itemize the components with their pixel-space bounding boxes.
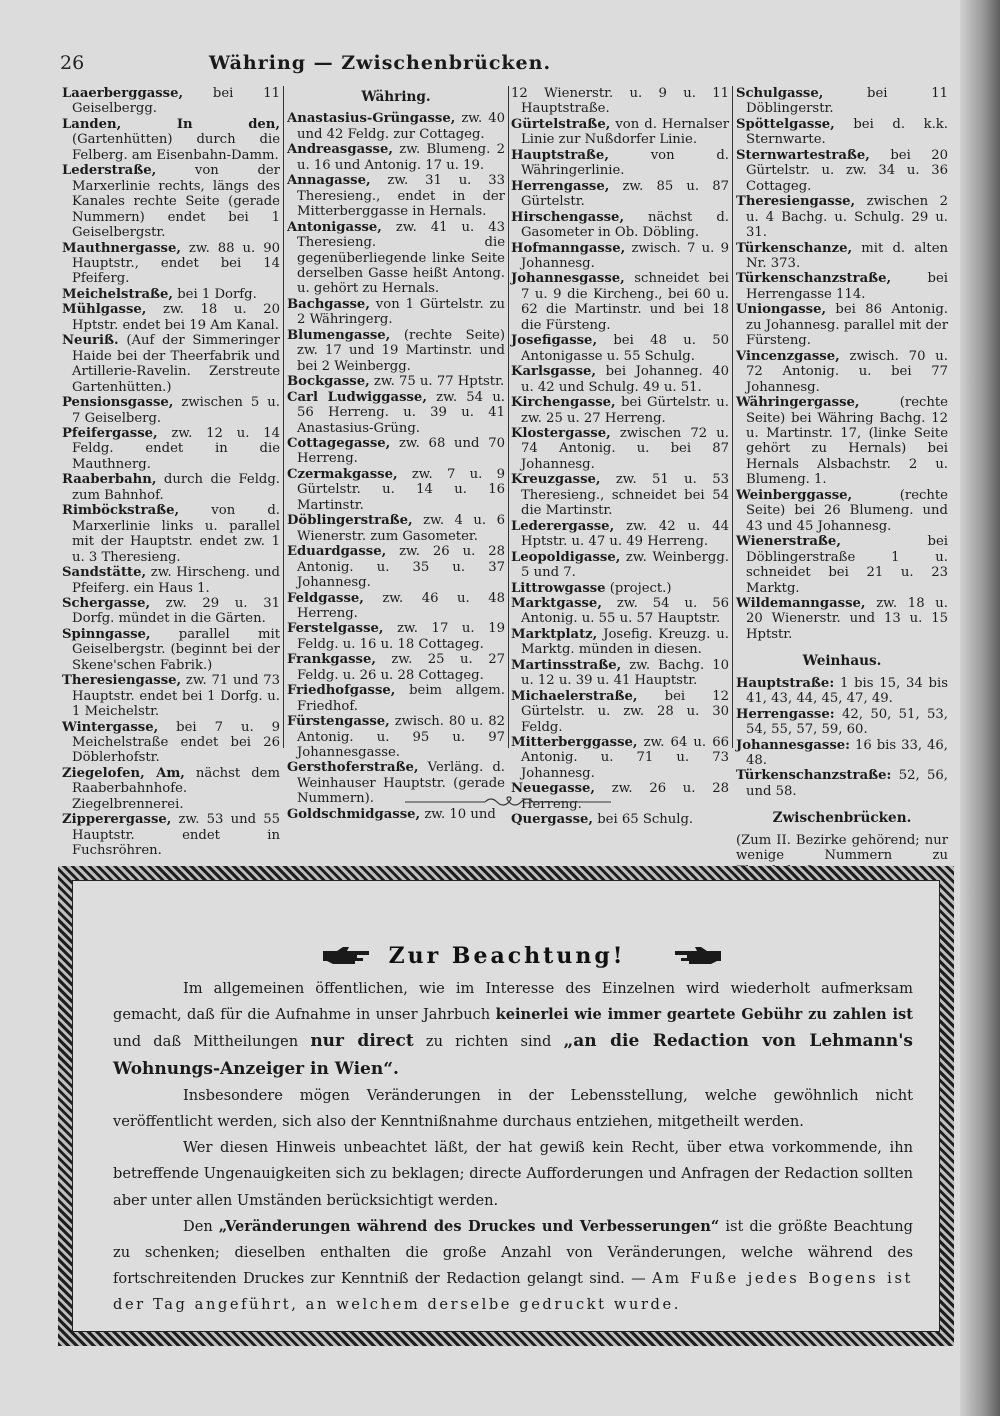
street-description: (Gartenhütten) durch die Felberg. am Eisenbahn-Damm. [72, 132, 280, 163]
street-description: zw. 46 u. 48 Herreng. [297, 590, 505, 621]
street-name: Ferstelgasse, [287, 621, 384, 637]
street-name: Neuegasse, [511, 781, 596, 797]
street-name: Andreasgasse, [287, 142, 393, 158]
street-entry [511, 519, 729, 550]
street-name: Vincenzgasse, [736, 348, 840, 364]
street-name: Spinngasse, [62, 626, 151, 642]
street-entry [287, 652, 505, 683]
street-description: zw. 10 und [420, 806, 496, 822]
street-name: Türkenschanzstraße: [736, 768, 892, 784]
street-name: Lederstraße, [62, 163, 157, 179]
column-divider [732, 86, 733, 748]
street-description: zw. Hirscheng. und Pfeiferg. ein Haus 1. [72, 565, 280, 596]
street-description: zw. 64 u. 66 Antonig. u. 71 u. 73 Johannesg. [521, 735, 729, 781]
street-description: bei Johanneg. 40 u. 42 und Schulg. 49 u. 51. [521, 364, 729, 395]
street-description: zw. 31 u. 33 Theresieng., endet in der Mitterberggasse in Hernals. [297, 173, 505, 220]
street-entry [62, 395, 280, 426]
street-name: Johannesgasse: [736, 737, 851, 753]
street-name: Goldschmidgasse, [287, 806, 421, 822]
street-name: Ziegelofen, Am, [62, 765, 185, 781]
street-name: Antonigasse, [287, 219, 382, 235]
street-entry [736, 707, 948, 738]
street-description: bei 86 Antonig. zu Johannesg. parallel mit der Fürsteng. [746, 302, 948, 349]
street-description: von 1 Gürtelstr. zu 2 Währingerg. [297, 296, 505, 328]
street-entry [736, 349, 948, 395]
street-name: Herrengasse, [511, 178, 610, 194]
street-entry [511, 735, 729, 781]
street-description: zw. 7 u. 9 Gürtelstr. u. 14 u. 16 Martinstr. [297, 466, 505, 513]
street-entry [62, 117, 280, 163]
street-name: Feldgasse, [287, 590, 364, 606]
column-1 [62, 86, 280, 859]
street-entry [736, 596, 948, 642]
page-number: 26 [60, 52, 85, 74]
street-entry [511, 689, 729, 735]
street-entry [511, 658, 729, 689]
street-name: Annagasse, [287, 173, 371, 189]
street-name: Wintergasse, [62, 719, 159, 735]
street-description: zw. Blumeng. 2 u. 16 und Antonig. 17 u. 19. [297, 142, 505, 173]
street-name: Czermakgasse, [287, 466, 398, 482]
street-name: Cottagegasse, [287, 435, 391, 451]
street-name: Kirchengasse, [511, 395, 616, 411]
street-description: zwischen 5 u. 7 Geiselberg. [72, 395, 280, 426]
notice-frame [58, 866, 954, 1346]
street-description: zw. 40 und 42 Feldg. zur Cottageg. [297, 111, 505, 142]
street-description: zw. 18 u. 20 Wienerstr. und 13 u. 15 Hptstr. [746, 595, 948, 642]
street-description: parallel mit Geiselbergstr. (beginnt bei der Skene'schen Fabrik.) [72, 626, 280, 673]
street-description: bei 20 Gürtelstr. u. zw. 34 u. 36 Cottageg. [746, 147, 948, 194]
street-entry [511, 426, 729, 472]
street-description: zw. 41 u. 43 Theresieng. die gegenüberliegende linke Seite derselben Gasse heißt Antong. u. gehört zu Hernals. [297, 219, 505, 297]
street-entry [736, 117, 948, 148]
street-description: bei d. k.k. Sternwarte. [746, 116, 948, 148]
street-name: Mühlgasse, [62, 302, 147, 318]
street-entry [287, 467, 505, 513]
street-entry [511, 333, 729, 364]
street-entry [62, 287, 280, 302]
street-name: Sandstätte, [62, 565, 147, 581]
street-entry [62, 503, 280, 565]
street-entry [62, 472, 280, 503]
street-name: Bachgasse, [287, 296, 370, 312]
street-description: zw. 18 u. 20 Hptstr. endet bei 19 Am Kanal. [72, 302, 280, 333]
street-name: Leopoldigasse, [511, 549, 621, 565]
street-description: 16 bis 33, 46, 48. [746, 737, 948, 769]
street-description: Verläng. d. Weinhauser Hauptstr. (gerade Nummern). [297, 760, 505, 807]
street-name: Zipperergasse, [62, 812, 172, 828]
street-description: (rechte Seite) zw. 17 und 19 Martinstr. und bei 2 Weinbergg. [297, 327, 505, 374]
column-3 [511, 86, 729, 828]
street-description: (Auf der Simmeringer Haide bei der Theerfabrik und Artillerie-Ravelin. Zerstreute Gartenhütten.) [72, 333, 280, 395]
street-name: Schergasse, [62, 595, 151, 611]
column-4 [736, 86, 948, 879]
section-heading-zwischenbruecken: Zwischenbrücken. [772, 810, 912, 827]
street-description: bei Herrengasse 114. [746, 271, 948, 302]
street-description: bei 11 Döblingerstr. [746, 86, 948, 117]
street-name: Friedhofgasse, [287, 683, 396, 699]
street-name: Sternwartestraße, [736, 147, 870, 163]
street-entry [736, 534, 948, 596]
street-name: Herrengasse: [736, 706, 835, 722]
street-entry [287, 297, 505, 328]
street-entry [62, 426, 280, 472]
street-description: mit d. alten Nr. 373. [746, 240, 948, 271]
street-name: Bockgasse, [287, 374, 370, 390]
street-name: Kreuzgasse, [511, 472, 601, 488]
street-entry [511, 472, 729, 518]
notice-paragraph-2: Insbesondere mögen Veränderungen in der Lebensstellung, welche gewöhnlich nicht veröffentlicht werden, sich also der Kenntnißnahme durchaus entziehen, mitgetheilt werden. [113, 1086, 913, 1131]
street-entry [511, 271, 729, 333]
street-entry [511, 395, 729, 426]
street-name: Spöttelgasse, [736, 116, 835, 132]
street-name: Hauptstraße: [736, 675, 835, 691]
street-entry [736, 194, 948, 240]
street-entry [62, 565, 280, 596]
street-name: Döblingerstraße, [287, 513, 413, 529]
street-description: bei 11 Geiselbergg. [72, 86, 280, 117]
street-description: bei Döblingerstraße 1 u. schneidet bei 21 u. 23 Marktg. [746, 534, 948, 596]
street-name: Wienerstraße, [736, 534, 841, 550]
notice-title: Zur Beachtung! [388, 943, 626, 969]
street-name: Raaberbahn, [62, 472, 157, 488]
street-description: (project.) [605, 580, 672, 596]
street-entry [287, 111, 505, 142]
street-description: zw. 12 u. 14 Feldg. endet in die Mauthnerg. [72, 425, 280, 472]
street-name: Wildemanngasse, [736, 595, 866, 611]
street-name: Gürtelstraße, [511, 116, 611, 132]
divider-ornament [405, 794, 611, 810]
street-name: Littrowgasse [511, 580, 606, 596]
street-entry [287, 173, 505, 219]
column-divider [283, 86, 284, 748]
street-description: zw. 68 und 70 Herreng. [297, 435, 505, 467]
street-description: zwisch. 70 u. 72 Antonig. u. bei 77 Johannesg. [746, 348, 948, 395]
street-entry [736, 488, 948, 534]
street-name: Türkenschanzstraße, [736, 271, 892, 287]
street-name: Frankgasse, [287, 652, 376, 668]
street-entry [287, 436, 505, 467]
street-entry [62, 163, 280, 240]
street-description: zw. Bachg. 10 u. 12 u. 39 u. 41 Hauptstr. [521, 657, 729, 689]
street-entry [736, 738, 948, 769]
street-entry [287, 142, 505, 173]
column-divider [508, 86, 509, 748]
zwischenbruecken-note: (Zum II. Bezirke gehörend; nur wenige Nummern zu [736, 832, 948, 864]
street-description: bei 48 u. 50 Antonigasse u. 55 Schulg. [521, 333, 729, 364]
street-name: Josefigasse, [511, 333, 598, 349]
street-description: zw. 54 u. 56 Herreng. u. 39 u. 41 Anastasius-Grüng. [297, 389, 506, 436]
notice-paragraph-1: Im allgemeinen öffentlichen, wie im Interesse des Einzelnen wird wiederholt aufmerksam gemacht, daß für die Aufnahme in unser Jahrbuch keinerlei wie immer geartete Gebühr zu zahlen ist und daß Mittheilungen nur direct zu richten sind „an die Redaction von Lehmann's Wohnungs-Anzeiger in Wien“. [113, 980, 914, 1079]
street-name: Pensionsgasse, [62, 395, 174, 411]
street-entry [736, 241, 948, 272]
street-description: zw. 42 u. 44 Hptstr. u. 47 u. 49 Herreng. [521, 518, 729, 550]
street-entry [736, 271, 948, 302]
street-entry [62, 86, 280, 117]
street-description: zwischen 72 u. 74 Antonig. u. bei 87 Johannesg. [521, 425, 729, 472]
street-entry [511, 210, 729, 241]
pointing-hand-left-icon [673, 945, 721, 967]
street-name: Hofmanngasse, [511, 240, 626, 256]
street-entry [62, 720, 280, 766]
street-entry [511, 550, 729, 581]
street-name: Quergasse, [511, 812, 594, 828]
street-entry [287, 683, 505, 714]
street-entry [287, 621, 505, 652]
street-description: von d. Marxerlinie links u. parallel mit der Hauptstr. endet zw. 1 u. 3 Theresieng. [72, 503, 280, 565]
street-entry [511, 364, 729, 395]
street-entry [287, 714, 505, 760]
street-description: schneidet bei 7 u. 9 die Kircheng., bei 60 u. 62 die Martinstr. und bei 18 die Fürsteng. [521, 271, 729, 333]
street-description: bei Gürtelstr. u. zw. 25 u. 27 Herreng. [521, 395, 729, 426]
street-description: bei 12 Gürtelstr. u. zw. 28 u. 30 Feldg. [521, 688, 729, 735]
street-entry [62, 302, 280, 333]
street-name: Martinsstraße, [511, 657, 622, 673]
street-name: Neuriß. [62, 333, 119, 349]
street-name: Fürstengasse, [287, 714, 390, 730]
page-title: Währing — Zwischenbrücken. [208, 52, 552, 74]
street-name: Weinberggasse, [736, 487, 853, 503]
street-description: zwischen 2 u. 4 Bachg. u. Schulg. 29 u. 31. [746, 194, 948, 241]
street-description: zw. 26 u. 28 Herreng. [521, 781, 729, 812]
street-entry [511, 148, 729, 179]
street-name: Mauthnergasse, [62, 240, 181, 256]
street-entry [736, 302, 948, 348]
street-name: Johannesgasse, [511, 271, 625, 287]
street-description: von d. Währingerlinie. [521, 147, 729, 179]
street-entry [511, 241, 729, 272]
street-name: Klostergasse, [511, 425, 611, 441]
street-entry [511, 86, 729, 117]
notice-paragraph-3: Wer diesen Hinweis unbeachtet läßt, der hat gewiß kein Recht, über etwa vorkommende, ihn betreffende Ungenauigkeiten sich zu beklagen; directe Aufforderungen und Anfragen der Redaction sollten aber unter allen Umständen berücksichtigt werden. [113, 1139, 913, 1209]
street-description: zw. 4 u. 6 Wienerstr. zum Gasometer. [297, 513, 505, 544]
street-entry [511, 596, 729, 627]
street-name: Theresiengasse, [736, 194, 856, 210]
street-name: Marktplatz, [511, 626, 598, 642]
street-name: Schulgasse, [736, 86, 824, 101]
page-header [60, 52, 960, 80]
street-name: Mitterberggasse, [511, 735, 638, 751]
street-description: beim allgem. Friedhof. [297, 683, 505, 714]
street-description: zw. 17 u. 19 Feldg. u. 16 u. 18 Cottageg. [297, 621, 505, 652]
street-entry [62, 333, 280, 395]
street-entry [287, 220, 505, 297]
street-entry [62, 627, 280, 673]
street-entry [287, 513, 505, 544]
section-heading-weinhaus: Weinhaus. [802, 653, 882, 670]
street-entry [736, 86, 948, 117]
street-entry [736, 676, 948, 707]
page-edge-shadow [960, 0, 1000, 1416]
street-description: von der Marxerlinie rechts, längs des Kanales rechte Seite (gerade Nummern) endet bei 1 Geiselbergstr. [72, 163, 280, 241]
notice-paragraph-4: Den „Veränderungen während des Druckes und Verbesserungen“ ist die größte Beachtung zu schenken; dieselben enthalten die große Anzahl von Veränderungen, welche während des fortschreitenden Druckes zur Kenntniß der Redaction gelangt sind. — Am Fuße jedes Bogens ist der Tag angeführt, an welchem derselbe gedruckt wurde. [113, 1217, 913, 1314]
street-entry [62, 596, 280, 627]
street-description: 52, 56, und 58. [746, 768, 948, 799]
street-name: Währingergasse, [736, 395, 860, 411]
street-entry [736, 768, 948, 799]
street-entry [736, 395, 948, 488]
street-entry [287, 328, 505, 374]
street-entry [62, 241, 280, 287]
street-description: zw. 53 und 55 Hauptstr. endet in Fuchsröhren. [72, 812, 280, 859]
street-entry [511, 627, 729, 658]
street-entry [511, 812, 729, 827]
street-description: zw. 71 und 73 Hauptstr. endet bei 1 Dorfg. u. 1 Meichelstr. [72, 673, 280, 720]
street-description: 42, 50, 51, 53, 54, 55, 57, 59, 60. [746, 706, 948, 738]
street-name: Gersthoferstraße, [287, 760, 419, 776]
street-name: Carl Ludwiggasse, [287, 389, 427, 405]
street-description: durch die Feldg. zum Bahnhof. [72, 472, 280, 503]
section-heading-waehring: Währing. [361, 89, 431, 105]
street-entry [736, 148, 948, 194]
street-name: Hauptstraße, [511, 147, 609, 163]
street-name: Theresiengasse, [62, 673, 182, 689]
street-name: Uniongasse, [736, 302, 827, 318]
street-description: zw. 75 u. 77 Hptstr. [369, 374, 505, 390]
street-name: Hirschengasse, [511, 209, 625, 225]
street-description: zw. 88 u. 90 Hauptstr., endet bei 14 Pfeiferg. [72, 240, 280, 287]
notice-box [72, 880, 940, 1332]
street-entry [62, 812, 280, 858]
street-entry [511, 179, 729, 210]
street-name: Meichelstraße, [62, 286, 174, 302]
street-name: Laaerberggasse, [62, 86, 184, 101]
street-description: zw. 85 u. 87 Gürtelstr. [521, 178, 729, 210]
street-name: Marktgasse, [511, 595, 602, 611]
street-name: Anastasius-Grüngasse, [287, 111, 456, 127]
street-description: bei 7 u. 9 Meichelstraße endet bei 26 Döblerhofstr. [72, 719, 280, 766]
street-entry [62, 766, 280, 812]
street-description: zw. 51 u. 53 Theresieng., schneidet bei 54 die Martinstr. [521, 472, 729, 519]
street-description: zw. 29 u. 31 Dorfg. mündet in die Gärten. [72, 595, 280, 627]
street-description: (rechte Seite) bei 26 Blumeng. und 43 und 45 Johannesg. [746, 487, 948, 534]
street-name: Eduardgasse, [287, 544, 387, 560]
street-name: Pfeifergasse, [62, 425, 158, 441]
street-description: zw. 26 u. 28 Antonig. u. 35 u. 37 Johannesg. [297, 544, 505, 591]
street-description: bei 65 Schulg. [593, 812, 694, 828]
street-description: bei 1 Dorfg. [173, 286, 257, 302]
street-description: zw. 25 u. 27 Feldg. u. 26 u. 28 Cottageg. [297, 652, 505, 683]
street-description: zw. Weinbergg. 5 und 7. [521, 549, 729, 581]
street-entry [287, 591, 505, 622]
street-entry [287, 390, 505, 436]
street-name: Karlsgasse, [511, 364, 596, 380]
street-description: nächst d. Gasometer in Ob. Döbling. [521, 209, 729, 241]
street-description: zwisch. 80 u. 82 Antonig. u. 95 u. 97 Johannesgasse. [297, 714, 505, 761]
street-name: Blumengasse, [287, 327, 391, 343]
street-entry [287, 374, 505, 389]
street-description: nächst dem Raaberbahnhofe. Ziegelbrennerei. [72, 765, 280, 812]
street-description: 1 bis 15, 34 bis 41, 43, 44, 45, 47, 49. [746, 675, 948, 707]
street-name: Michaelerstraße, [511, 688, 638, 704]
street-description: zw. 54 u. 56 Antonig. u. 55 u. 57 Hauptstr. [521, 595, 729, 627]
street-description: zwisch. 7 u. 9 Johannesg. [521, 240, 729, 271]
street-name: Rimböckstraße, [62, 503, 180, 519]
street-description: 12 Wienerstr. u. 9 u. 11 Hauptstraße. [511, 86, 729, 117]
street-entry [287, 544, 505, 590]
street-description: Josefig. Kreuzg. u. Marktg. münden in diesen. [521, 626, 729, 658]
column-2 [287, 86, 505, 822]
street-description: (rechte Seite) bei Währing Bachg. 12 u. Martinstr. 17, (linke Seite gehört zu Hernals) bei Hernals Alsbachstr. 2 u. Blumeng. 1. [746, 395, 948, 488]
street-name: Lederergasse, [511, 518, 615, 534]
street-description: von d. Hernalser Linie zur Nußdorfer Linie. [521, 116, 729, 148]
street-name: Landen, In den, [62, 116, 280, 132]
street-entry [511, 117, 729, 148]
street-entry [62, 673, 280, 719]
street-entry [511, 581, 729, 596]
street-name: Türkenschanze, [736, 240, 853, 256]
notice-body [113, 976, 913, 1319]
